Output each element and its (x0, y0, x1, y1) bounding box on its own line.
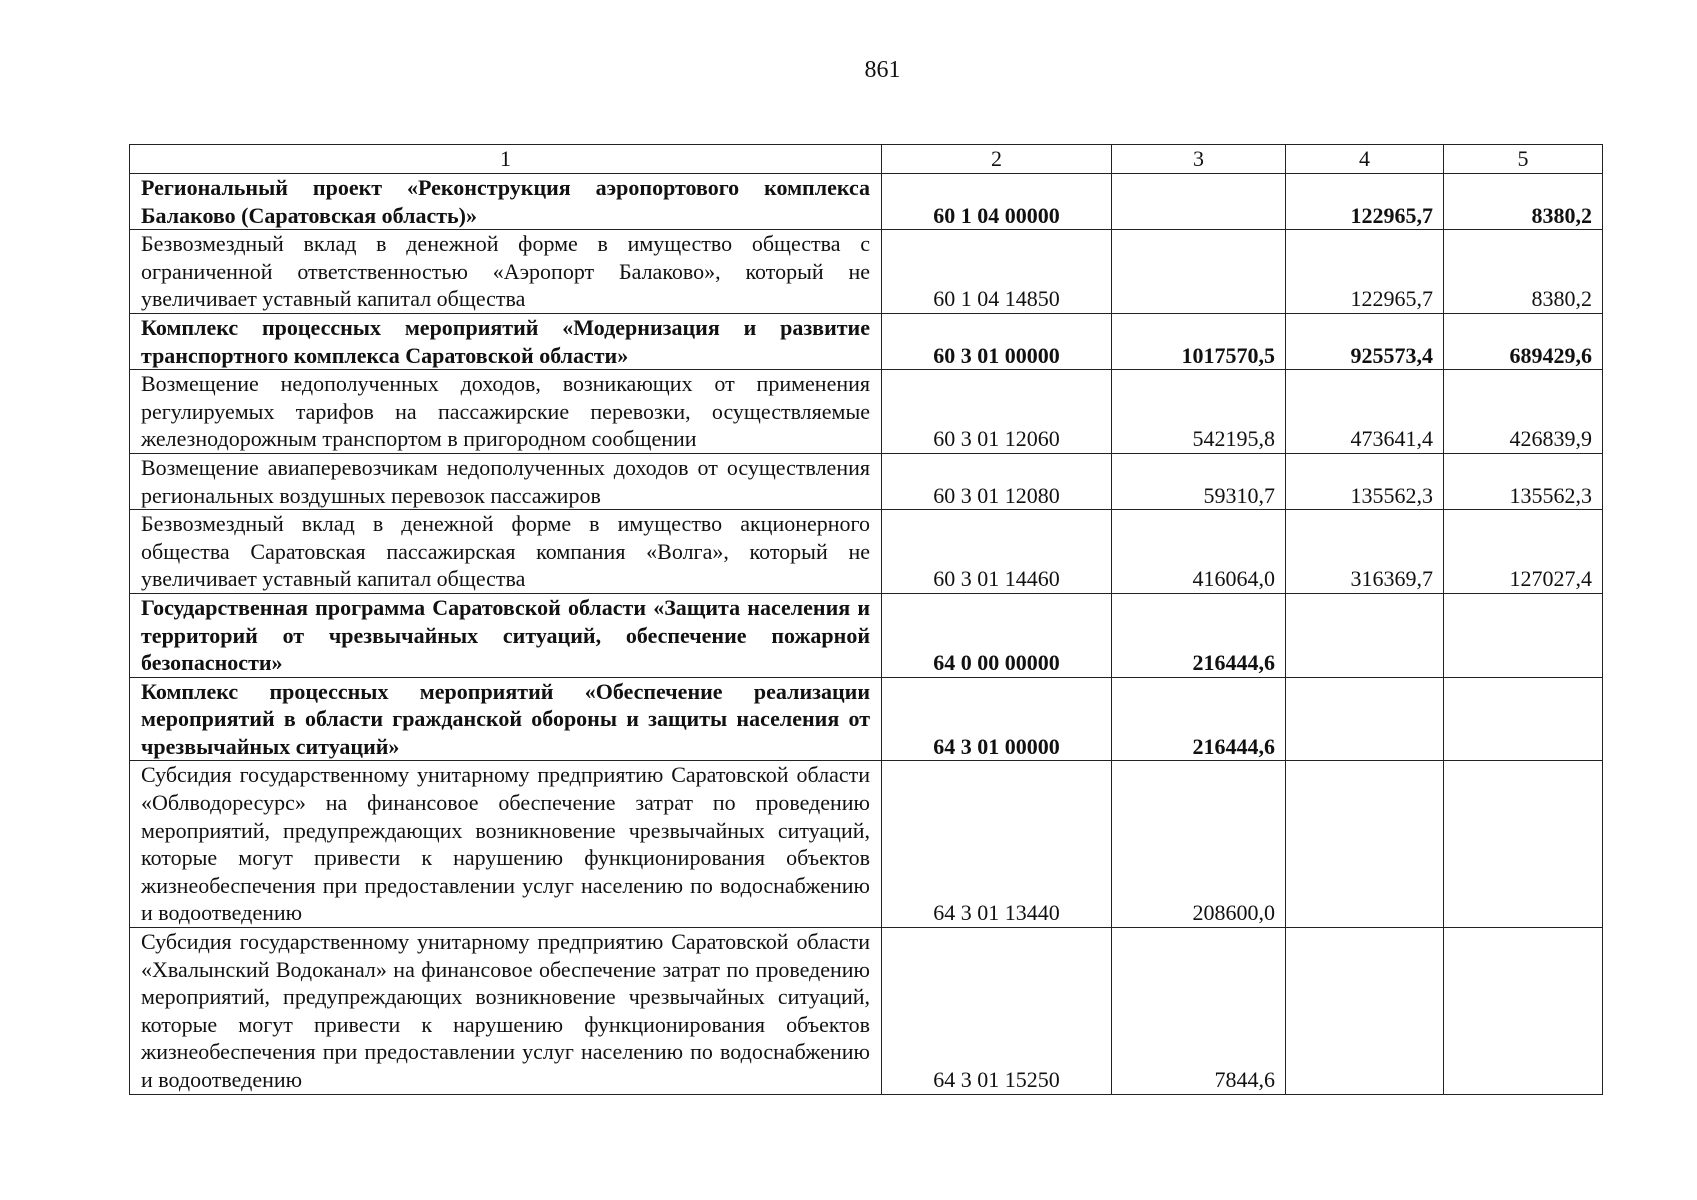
item-name-cell: Безвозмездный вклад в денежной форме в имущество акционерного общества Саратовская пассажирская компания «Волга», который не увеличивает уставный капитал общества (130, 510, 882, 594)
item-name-cell: Субсидия государственному унитарному предприятию Саратовской области «Хвалынский Водоканал» на финансовое обеспечение затрат по проведению мероприятий, предупреждающих возникновение чрезвычайных ситуаций, которые могут привести к нарушению функционирования объектов жизнеобеспечения при предоставлении услуг населению по водоснабжению и водоотведению (130, 928, 882, 1095)
amount-col5-cell: 127027,4 (1444, 510, 1603, 594)
budget-code-cell: 60 3 01 12080 (882, 453, 1112, 509)
amount-col5-cell: 135562,3 (1444, 453, 1603, 509)
budget-code-cell: 64 3 01 13440 (882, 761, 1112, 928)
amount-col3-cell: 416064,0 (1112, 510, 1286, 594)
table-row (130, 453, 1603, 509)
budget-code-cell: 64 3 01 15250 (882, 928, 1112, 1095)
amount-col4-cell: 122965,7 (1286, 230, 1444, 314)
amount-col3-cell: 7844,6 (1112, 928, 1286, 1095)
table-row (130, 370, 1603, 454)
amount-col3-cell (1112, 174, 1286, 230)
amount-col4-cell (1286, 928, 1444, 1095)
item-name-cell: Региональный проект «Реконструкция аэропортового комплекса Балаково (Саратовская область)» (130, 174, 882, 230)
column-number-1: 1 (130, 145, 882, 174)
amount-col5-cell: 689429,6 (1444, 313, 1603, 369)
item-name-cell: Субсидия государственному унитарному предприятию Саратовской области «Облводоресурс» на финансовое обеспечение затрат по проведению мероприятий, предупреждающих возникновение чрезвычайных ситуаций, которые могут привести к нарушению функционирования объектов жизнеобеспечения при предоставлении услуг населению по водоснабжению и водоотведению (130, 761, 882, 928)
table-row (130, 230, 1603, 314)
budget-code-cell: 60 1 04 14850 (882, 230, 1112, 314)
amount-col3-cell: 542195,8 (1112, 370, 1286, 454)
budget-code-cell: 64 3 01 00000 (882, 677, 1112, 761)
table-row (130, 593, 1603, 677)
item-name-cell: Безвозмездный вклад в денежной форме в имущество общества с ограниченной ответственностью «Аэропорт Балаково», который не увеличивает уставный капитал общества (130, 230, 882, 314)
amount-col4-cell: 925573,4 (1286, 313, 1444, 369)
page-number: 861 (864, 57, 901, 83)
table-row (130, 510, 1603, 594)
amount-col3-cell: 216444,6 (1112, 677, 1286, 761)
amount-col5-cell (1444, 677, 1603, 761)
amount-col4-cell: 473641,4 (1286, 370, 1444, 454)
item-name-cell: Комплекс процессных мероприятий «Обеспечение реализации мероприятий в области гражданской обороны и защиты населения от чрезвычайных ситуаций» (130, 677, 882, 761)
table-row (130, 174, 1603, 230)
table-row (130, 313, 1603, 369)
amount-col4-cell: 135562,3 (1286, 453, 1444, 509)
column-number-row (130, 145, 1603, 174)
amount-col5-cell: 426839,9 (1444, 370, 1603, 454)
amount-col4-cell (1286, 593, 1444, 677)
column-number-3: 3 (1112, 145, 1286, 174)
amount-col5-cell (1444, 928, 1603, 1095)
item-name-cell: Комплекс процессных мероприятий «Модернизация и развитие транспортного комплекса Саратовской области» (130, 313, 882, 369)
budget-table (129, 144, 1603, 1095)
amount-col5-cell (1444, 593, 1603, 677)
budget-code-cell: 60 3 01 00000 (882, 313, 1112, 369)
amount-col3-cell: 59310,7 (1112, 453, 1286, 509)
amount-col3-cell: 208600,0 (1112, 761, 1286, 928)
amount-col3-cell: 1017570,5 (1112, 313, 1286, 369)
budget-code-cell: 60 3 01 14460 (882, 510, 1112, 594)
column-number-2: 2 (882, 145, 1112, 174)
amount-col3-cell: 216444,6 (1112, 593, 1286, 677)
budget-code-cell: 60 1 04 00000 (882, 174, 1112, 230)
item-name-cell: Возмещение недополученных доходов, возникающих от применения регулируемых тарифов на пассажирские перевозки, осуществляемые железнодорожным транспортом в пригородном сообщении (130, 370, 882, 454)
column-number-4: 4 (1286, 145, 1444, 174)
item-name-cell: Государственная программа Саратовской области «Защита населения и территорий от чрезвычайных ситуаций, обеспечение пожарной безопасности» (130, 593, 882, 677)
item-name-cell: Возмещение авиаперевозчикам недополученных доходов от осуществления региональных воздушных перевозок пассажиров (130, 453, 882, 509)
amount-col4-cell (1286, 761, 1444, 928)
budget-code-cell: 60 3 01 12060 (882, 370, 1112, 454)
budget-table-body (130, 145, 1603, 1095)
amount-col3-cell (1112, 230, 1286, 314)
budget-code-cell: 64 0 00 00000 (882, 593, 1112, 677)
amount-col4-cell (1286, 677, 1444, 761)
table-row (130, 928, 1603, 1095)
table-row (130, 761, 1603, 928)
amount-col5-cell: 8380,2 (1444, 174, 1603, 230)
amount-col4-cell: 122965,7 (1286, 174, 1444, 230)
column-number-5: 5 (1444, 145, 1603, 174)
amount-col5-cell (1444, 761, 1603, 928)
amount-col4-cell: 316369,7 (1286, 510, 1444, 594)
table-row (130, 677, 1603, 761)
amount-col5-cell: 8380,2 (1444, 230, 1603, 314)
